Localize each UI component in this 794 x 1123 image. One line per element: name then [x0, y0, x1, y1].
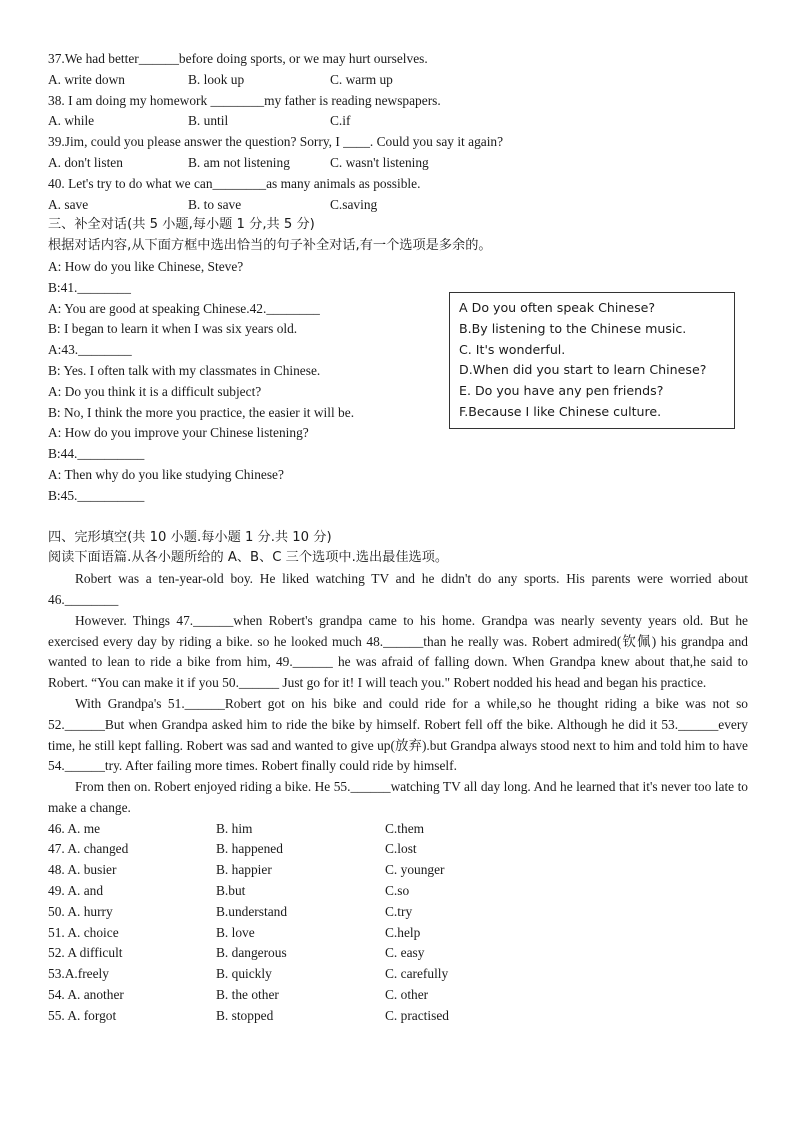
box-option-a: A Do you often speak Chinese? [459, 300, 656, 315]
cloze-options-51 [48, 923, 748, 944]
option-a: A. save [48, 196, 89, 212]
multiple-choice-section [48, 49, 748, 215]
box-option-c: C. It's wonderful. [459, 341, 566, 357]
dialog-line: B: I began to learn it when I was six years old. [48, 321, 298, 337]
dialog-lines [48, 257, 448, 507]
options-39 [48, 153, 748, 174]
option-a: 52. A difficult [48, 945, 123, 961]
dialog-line: A: How do you like Chinese, Steve? [48, 258, 244, 274]
option-b: B. quickly [216, 966, 272, 982]
section-3-instruction: 根据对话内容,从下面方框中选出恰当的句子补全对话,有一个选项是多余的。 [48, 238, 492, 254]
dialog-line: B:41.________ [48, 279, 131, 295]
option-b: B. him [216, 820, 253, 836]
options-box [449, 292, 735, 429]
dialog-line: A: Do you think it is a difficult subject? [48, 383, 262, 399]
cloze-paragraph-3: With Grandpa's 51.______Robert got on his bike and could ride for a while,so he thought riding a bike was not so 52.______But when Grandpa asked him to ride the bike by himself. Robert fell off the bike. Although he did it 53.______every time, he still kept falling. Robert was sad and wanted to give up(放弃).but Grandpa always stood next to him and told him to have 54.______try. After failing more times. Robert finally could ride by himself. [48, 695, 748, 774]
dialog-section [48, 215, 748, 506]
question-39: 39.Jim, could you please answer the question? Sorry, I ____. Could you say it again? [48, 134, 504, 150]
option-c: C.try [385, 903, 413, 919]
options-37 [48, 70, 748, 91]
question-37: 37.We had better______before doing sports, or we may hurt ourselves. [48, 51, 428, 66]
dialog-line: B: No, I think the more you practice, the easier it will be. [48, 404, 355, 420]
option-b: B. the other [216, 987, 279, 1003]
option-a: 53.A.freely [48, 966, 109, 982]
option-a: 51. A. choice [48, 924, 119, 940]
option-b: B. am not listening [188, 154, 290, 170]
box-option-b: B.By listening to the Chinese music. [459, 320, 687, 336]
cloze-options-53 [48, 964, 748, 985]
option-c: C. warm up [330, 71, 393, 87]
section-4-instruction: 阅读下面语篇.从各小题所给的 A、B、C 三个选项中.选出最佳选项。 [48, 550, 449, 566]
cloze-options-52 [48, 943, 748, 964]
option-b: B. happened [216, 841, 283, 857]
option-b: B. stopped [216, 1007, 274, 1023]
options-40 [48, 195, 748, 216]
dialog-line: A: How do you improve your Chinese listening? [48, 425, 309, 441]
option-b: B. happier [216, 862, 272, 878]
cloze-options-48 [48, 860, 748, 881]
option-c: C.saving [330, 196, 378, 212]
option-a: A. don't listen [48, 154, 123, 170]
option-b: B. to save [188, 196, 242, 212]
option-b: B. look up [188, 71, 245, 87]
option-c: C. younger [385, 862, 445, 878]
option-c: C.so [385, 883, 410, 899]
cloze-options-46 [48, 819, 748, 840]
section-3-title: 三、补全对话(共 5 小题,每小题 1 分,共 5 分) [48, 217, 315, 233]
section-4-title: 四、完形填空(共 10 小题.每小题 1 分.共 10 分) [48, 529, 332, 545]
dialog-line: A: Then why do you like studying Chinese? [48, 466, 284, 482]
option-c: C.help [385, 924, 421, 940]
options-38 [48, 111, 748, 132]
cloze-paragraph-1: Robert was a ten-year-old boy. He liked watching TV and he didn't do any sports. His parents were worried about 46.________ [48, 571, 748, 607]
cloze-options-47 [48, 839, 748, 860]
option-a: A. write down [48, 71, 125, 87]
option-b: B. until [188, 113, 229, 129]
option-b: B. dangerous [216, 945, 287, 961]
cloze-options-49 [48, 881, 748, 902]
cloze-options-55 [48, 1006, 748, 1027]
question-38: 38. I am doing my homework ________my father is reading newspapers. [48, 92, 441, 108]
option-a: 46. A. me [48, 820, 101, 836]
cloze-paragraph-4: From then on. Robert enjoyed riding a bike. He 55.______watching TV all day long. And he learned that it's never too late to make a change. [48, 779, 748, 815]
cloze-options-50 [48, 902, 748, 923]
box-option-f: F.Because I like Chinese culture. [459, 403, 662, 419]
cloze-options-54 [48, 985, 748, 1006]
box-option-d: D.When did you start to learn Chinese? [459, 362, 707, 378]
dialog-line: B: Yes. I often talk with my classmates in Chinese. [48, 362, 321, 378]
exam-page [48, 49, 748, 1027]
option-a: 47. A. changed [48, 841, 129, 857]
option-c: C. wasn't listening [330, 154, 429, 170]
cloze-options [48, 819, 748, 1027]
option-c: C. carefully [385, 966, 449, 982]
option-c: C. easy [385, 945, 425, 961]
dialog-line: A:43.________ [48, 342, 132, 358]
option-b: B.but [216, 883, 246, 899]
option-a: A. while [48, 113, 95, 129]
option-a: 55. A. forgot [48, 1007, 117, 1023]
option-a: 54. A. another [48, 987, 124, 1003]
dialog-line: A: You are good at speaking Chinese.42.________ [48, 300, 320, 316]
option-b: B.understand [216, 903, 288, 919]
option-c: C. practised [385, 1007, 449, 1023]
cloze-paragraph-2: However. Things 47.______when Robert's grandpa came to his home. Grandpa was nearly seventy years old. But he exercised every day by riding a bike. so he looked much 48.______than he really was. Robert admired(钦佩) his grandpa and wanted to lean to ride a bike from him, 49.______ he was afraid of falling down. When Grandpa knew about that,he said to Robert. “You can make it if you 50.______ Just go for it! I will teach you." Robert nodded his head and began his practice. [48, 612, 748, 691]
option-c: C.if [330, 113, 351, 129]
option-a: 48. A. busier [48, 862, 117, 878]
spacer [48, 507, 748, 528]
question-40: 40. Let's try to do what we can________as many animals as possible. [48, 175, 421, 191]
dialog-line: B:44.__________ [48, 446, 145, 462]
dialog-line: B:45.__________ [48, 487, 145, 503]
option-a: 49. A. and [48, 883, 104, 899]
box-option-e: E. Do you have any pen friends? [459, 383, 664, 399]
option-a: 50. A. hurry [48, 903, 113, 919]
option-c: C.lost [385, 841, 417, 857]
cloze-section [48, 528, 748, 1027]
option-b: B. love [216, 924, 255, 940]
option-c: C. other [385, 987, 429, 1003]
option-c: C.them [385, 820, 425, 836]
